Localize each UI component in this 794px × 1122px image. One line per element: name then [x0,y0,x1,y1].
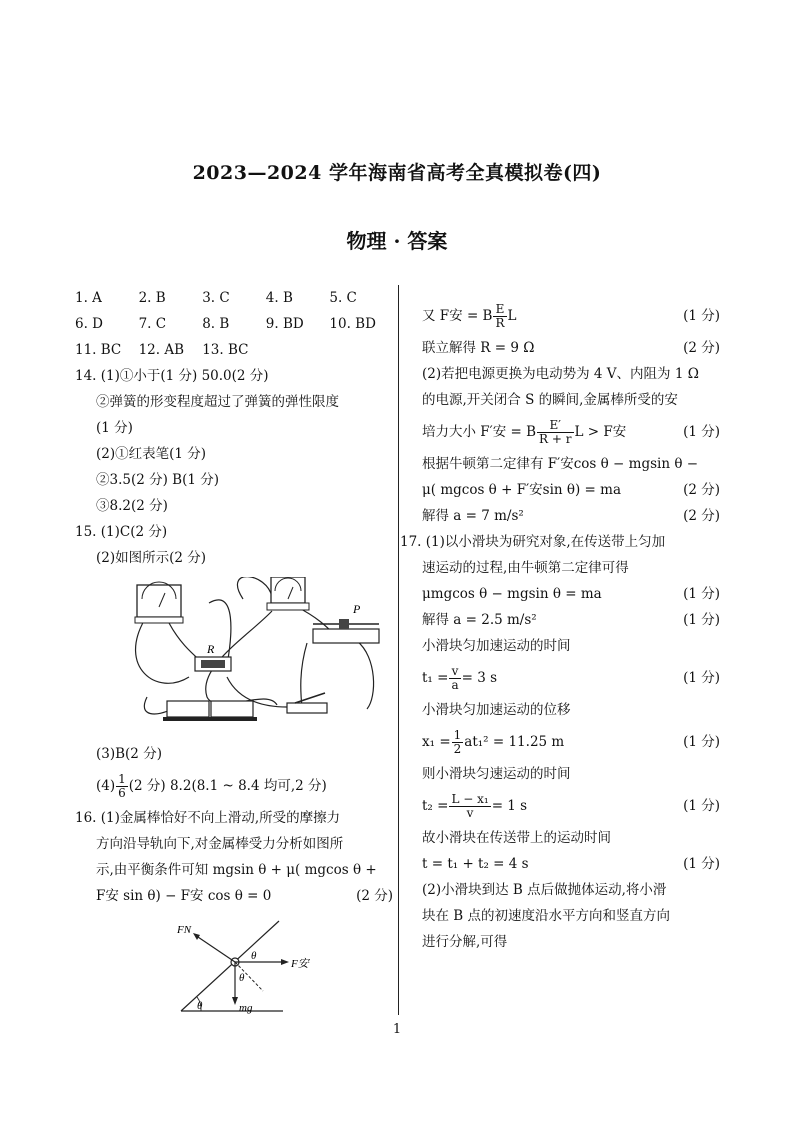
right-line [422,503,720,529]
fraction-denominator: 6 [118,786,126,800]
fraction-numerator: E [493,303,506,317]
fig-label-theta-2: θ [239,972,245,984]
eq-suffix: L [507,308,517,324]
score: (1 分) [683,670,720,686]
q14-line: 14. (1)①小于(1 分) 50.0(2 分) [75,368,269,384]
q14-line: (1 分) [96,420,133,436]
eq-suffix: = 3 s [461,670,498,686]
q16-line [75,883,393,909]
right-line: 的电源,开关闭合 S 的瞬间,金属棒所受的安 [422,392,678,408]
right-line [422,477,720,503]
right-line: 小滑块匀加速运动的位移 [422,702,571,718]
score: (2 分) [683,508,720,524]
fraction-numerator: v [449,665,460,679]
q15-line: 15. (1)C(2 分) [75,524,168,540]
page-subtitle: 物理 · 答案 [346,229,448,253]
right-line [422,851,720,877]
right-line: 则小滑块匀速运动的时间 [422,766,571,782]
fig-label-fn: FN [177,924,192,936]
mc-answer: 5. C [329,290,357,306]
mc-answer: 13. BC [202,342,249,358]
fraction [537,419,573,446]
score: (1 分) [683,798,720,814]
fig-label-base-angle: θ [197,1000,203,1012]
q16-line: 16. (1)金属棒恰好不向上滑动,所受的摩擦力 [75,810,341,826]
right-line: 块在 B 点的初速度沿水平方向和竖直方向 [422,908,671,924]
eq-suffix: = 1 s [491,798,528,814]
answer-text: 联立解得 R = 9 Ω [422,340,535,356]
q14-line: ②3.5(2 分) B(1 分) [96,472,220,488]
voltmeter-icon [135,582,183,623]
score: (1 分) [683,586,720,602]
right-line [422,297,720,335]
right-line: 故小滑块在传送带上的运动时间 [422,830,611,846]
eq-prefix: t₂ = [422,798,449,814]
mc-answer: 8. B [202,316,230,332]
mc-answer: 7. C [138,316,167,332]
fraction-numerator: 1 [453,728,462,742]
right-line: 根据牛顿第二定律有 F′安cos θ − mgsin θ − [422,456,699,472]
right-line: 17. (1)以小滑块为研究对象,在传送带上匀加 [400,534,666,550]
right-line: 速运动的过程,由牛顿第二定律可得 [422,560,629,576]
fraction-denominator: R + r [539,432,572,446]
fraction-denominator: 2 [453,742,462,756]
left-column [75,285,393,1015]
ammeter-icon [267,577,309,610]
score: (1 分) [683,612,720,628]
q14-line: ③8.2(2 分) [96,498,168,514]
q15-line: (2)如图所示(2 分) [96,550,207,566]
right-line: 进行分解,可得 [422,934,508,950]
fig-label-theta: θ [251,950,257,962]
fig-label-fa: F安 [291,958,309,970]
right-line [422,607,720,633]
right-line [422,787,720,825]
eq-suffix: L > F安 [574,424,627,440]
q16-line: 示,由平衡条件可知 mgsin θ + μ( mgcos θ + [96,862,377,878]
eq-prefix: x₁ = [422,734,451,750]
mc-answer: 3. C [202,290,230,306]
q15-l4-suffix: (2 分) 8.2(8.1 ~ 8.4 均可,2 分) [128,778,327,794]
fraction-numerator: L − x₁ [451,792,489,806]
fraction [452,729,464,756]
right-line [422,723,720,761]
q15-l4-prefix: (4) [96,778,116,794]
fraction [449,665,460,692]
fraction [449,793,490,820]
answer-text: μ( mgcos θ + F′安sin θ) = ma [422,482,622,498]
mc-answer: 1. A [75,290,102,306]
q16-equation: F安 sin θ) − F安 cos θ = 0 [96,888,272,904]
battery-icon [163,701,257,721]
right-line [422,659,720,697]
switch-icon [287,693,327,713]
score: (1 分) [683,424,720,440]
mc-answers [75,285,393,363]
fig-label-mg: mg [239,1002,253,1014]
fraction-denominator: a [451,678,459,692]
right-line: (2)小滑块到达 B 点后做抛体运动,将小滑 [422,882,667,898]
right-column [400,297,720,955]
right-line [422,335,720,361]
fig-label-r: R [207,642,215,656]
fraction-numerator: E′ [537,419,573,433]
mc-answer: 2. B [138,290,166,306]
fraction-denominator: R [495,316,505,330]
mc-answer: 6. D [75,316,103,332]
resistor-icon [195,642,231,671]
score: (2 分) [683,340,720,356]
eq-prefix: t₁ = [422,670,449,686]
q14-line: ②弹簧的形变程度超过了弹簧的弹性限度 [96,394,339,410]
fraction-denominator: v [466,806,474,820]
answer-text: μmgcos θ − mgsin θ = ma [422,586,602,602]
force-diagram [167,915,337,1015]
eq-suffix: at₁² = 11.25 m [464,734,565,750]
rheostat-icon [313,602,379,643]
score: (2 分) [356,888,393,904]
q14-line: (2)①红表笔(1 分) [96,446,207,462]
fig-label-p: P [353,602,361,616]
mc-answer: 9. BD [265,316,304,332]
answer-text: 解得 a = 2.5 m/s² [422,612,537,628]
right-line: (2)若把电源更换为电动势为 4 V、内阻为 1 Ω [422,366,699,382]
right-line: 小滑块匀加速运动的时间 [422,638,571,654]
column-divider [398,285,399,1015]
mc-answer: 11. BC [75,342,122,358]
score: (1 分) [683,856,720,872]
score: (2 分) [683,482,720,498]
mc-answer: 10. BD [329,316,376,332]
eq-prefix: 培力大小 F′安 = B [422,424,537,440]
fraction [493,303,506,330]
score: (1 分) [683,734,720,750]
q16-line: 方向沿导轨向下,对金属棒受力分析如图所 [96,836,344,852]
eq-prefix: 又 F安 = B [422,308,493,324]
right-line [422,413,720,451]
circuit-figure [127,577,397,737]
mc-answer: 12. AB [138,342,185,358]
mc-answer: 4. B [265,290,293,306]
answer-text: t = t₁ + t₂ = 4 s [422,856,529,872]
q15-line: (3)B(2 分) [96,746,162,762]
page-number: 1 [392,1022,402,1037]
answer-text: 解得 a = 7 m/s² [422,508,524,524]
fraction-numerator: 1 [118,772,126,786]
score: (1 分) [683,308,720,324]
right-line [422,581,720,607]
page-title: 2023—2024 学年海南省高考全真模拟卷(四) [192,162,602,184]
fraction [116,773,128,800]
q15-line [75,767,393,805]
